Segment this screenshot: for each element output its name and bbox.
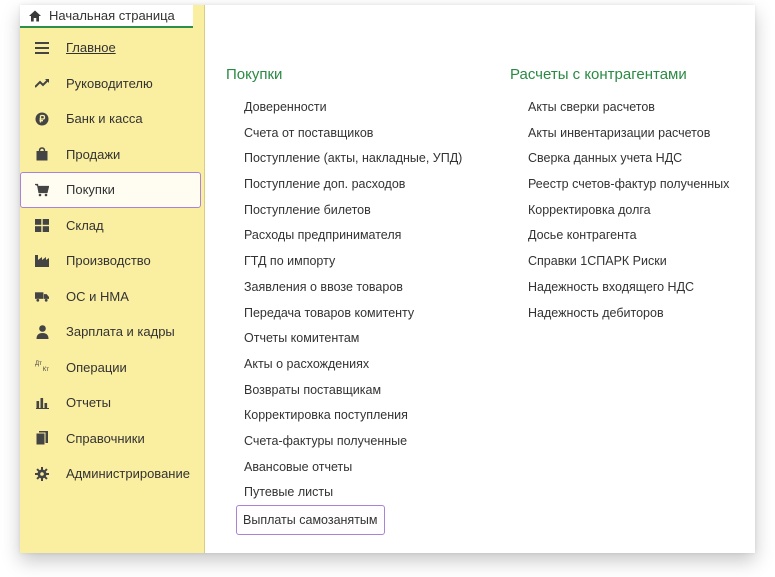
sidebar-item-label: Производство	[66, 253, 151, 269]
main-content	[205, 5, 755, 553]
link-vat-reconciliation[interactable]: Сверка данных учета НДС	[528, 151, 683, 166]
home-icon	[28, 9, 42, 23]
sidebar-item-assets[interactable]	[20, 279, 204, 315]
settlements-title: Расчеты с контрагентами	[510, 66, 687, 83]
sidebar-item-label: Главное	[66, 40, 116, 56]
bar-chart-icon	[35, 396, 49, 410]
sidebar-item-label: Зарплата и кадры	[66, 324, 175, 340]
kt-glyph: Кт	[42, 367, 49, 374]
sidebar	[20, 5, 205, 553]
sidebar-item-label: Склад	[66, 217, 104, 233]
books-icon	[35, 431, 49, 445]
settlements-column	[510, 65, 729, 328]
sidebar-item-label: Операции	[66, 359, 127, 375]
link-debtor-reliability[interactable]: Надежность дебиторов	[528, 305, 664, 320]
sidebar-item-manager[interactable]	[20, 66, 204, 102]
link-supplier-invoices[interactable]: Счета от поставщиков	[244, 125, 374, 140]
link-additional-costs[interactable]: Поступление доп. расходов	[244, 177, 406, 192]
sidebar-item-label: Справочники	[66, 430, 145, 446]
link-self-employed-payments[interactable]: Выплаты самозанятым	[236, 505, 385, 535]
sidebar-item-payroll[interactable]	[20, 314, 204, 350]
sidebar-item-purchases[interactable]	[20, 172, 201, 208]
sidebar-item-reports[interactable]	[20, 385, 204, 421]
link-received-invoices[interactable]: Счета-фактуры полученные	[244, 433, 408, 448]
sidebar-item-label: ОС и НМА	[66, 288, 129, 304]
sidebar-item-label: Руководителю	[66, 75, 153, 91]
purchases-title: Покупки	[226, 66, 283, 83]
person-icon	[35, 325, 49, 339]
purchases-links	[226, 97, 462, 535]
link-invoice-register[interactable]: Реестр счетов-фактур полученных	[528, 177, 730, 192]
sidebar-item-label: Банк и касса	[66, 111, 143, 127]
cart-icon	[35, 183, 49, 197]
sidebar-item-warehouse[interactable]	[20, 208, 204, 244]
settlements-links	[510, 97, 729, 328]
sidebar-item-label: Покупки	[66, 182, 115, 198]
link-import-statements[interactable]: Заявления о ввозе товаров	[244, 279, 403, 294]
shopping-bag-icon	[35, 147, 49, 161]
sidebar-item-label: Администрирование	[66, 466, 190, 482]
link-reconciliation-acts[interactable]: Акты сверки расчетов	[528, 100, 655, 114]
sidebar-item-label: Продажи	[66, 146, 121, 162]
truck-icon	[35, 289, 49, 303]
link-discrepancy-acts[interactable]: Акты о расхождениях	[244, 356, 370, 371]
menu-icon	[35, 41, 49, 55]
link-principal-reports[interactable]: Отчеты комитентам	[244, 331, 360, 346]
link-debt-adjustment[interactable]: Корректировка долга	[528, 202, 651, 217]
sidebar-item-directories[interactable]	[20, 421, 204, 457]
link-input-vat-reliability[interactable]: Надежность входящего НДС	[528, 279, 695, 294]
sidebar-item-main[interactable]	[20, 30, 204, 66]
link-transfer-to-principal[interactable]: Передача товаров комитенту	[244, 305, 415, 320]
app-window	[20, 5, 755, 553]
sidebar-item-administration[interactable]	[20, 456, 204, 492]
warehouse-icon	[35, 218, 49, 232]
link-inventory-acts[interactable]: Акты инвентаризации расчетов	[528, 125, 711, 140]
dt-glyph: Дт	[35, 361, 42, 368]
tab-divider	[197, 5, 204, 27]
factory-icon	[35, 254, 49, 268]
link-waybills[interactable]: Путевые листы	[244, 485, 334, 500]
link-receipts[interactable]: Поступление (акты, накладные, УПД)	[244, 151, 463, 166]
sidebar-item-label: Отчеты	[66, 395, 111, 411]
link-supplier-returns[interactable]: Возвраты поставщикам	[244, 382, 382, 397]
sidebar-item-production[interactable]	[20, 243, 204, 279]
trend-up-icon	[35, 76, 49, 90]
link-spark-risks[interactable]: Справки 1СПАРК Риски	[528, 254, 667, 269]
home-tab-label: Начальная страница	[49, 8, 175, 23]
gear-icon	[35, 467, 49, 481]
ruble-coin-icon	[35, 112, 49, 126]
link-advance-reports[interactable]: Авансовые отчеты	[244, 459, 353, 474]
dt-kt-icon	[35, 360, 49, 374]
link-powers-of-attorney[interactable]: Доверенности	[244, 100, 327, 114]
sidebar-item-bank[interactable]	[20, 101, 204, 137]
link-receipt-adjustment[interactable]: Корректировка поступления	[244, 408, 408, 423]
link-customs-declarations[interactable]: ГТД по импорту	[244, 254, 336, 269]
sidebar-item-sales[interactable]	[20, 137, 204, 173]
sidebar-nav	[20, 30, 204, 492]
link-entrepreneur-expenses[interactable]: Расходы предпринимателя	[244, 228, 402, 243]
home-tab[interactable]	[20, 5, 193, 28]
purchases-column	[226, 65, 462, 535]
sidebar-item-operations[interactable]	[20, 350, 204, 386]
link-tickets-receipt[interactable]: Поступление билетов	[244, 202, 371, 217]
link-counterparty-dossier[interactable]: Досье контрагента	[528, 228, 637, 243]
